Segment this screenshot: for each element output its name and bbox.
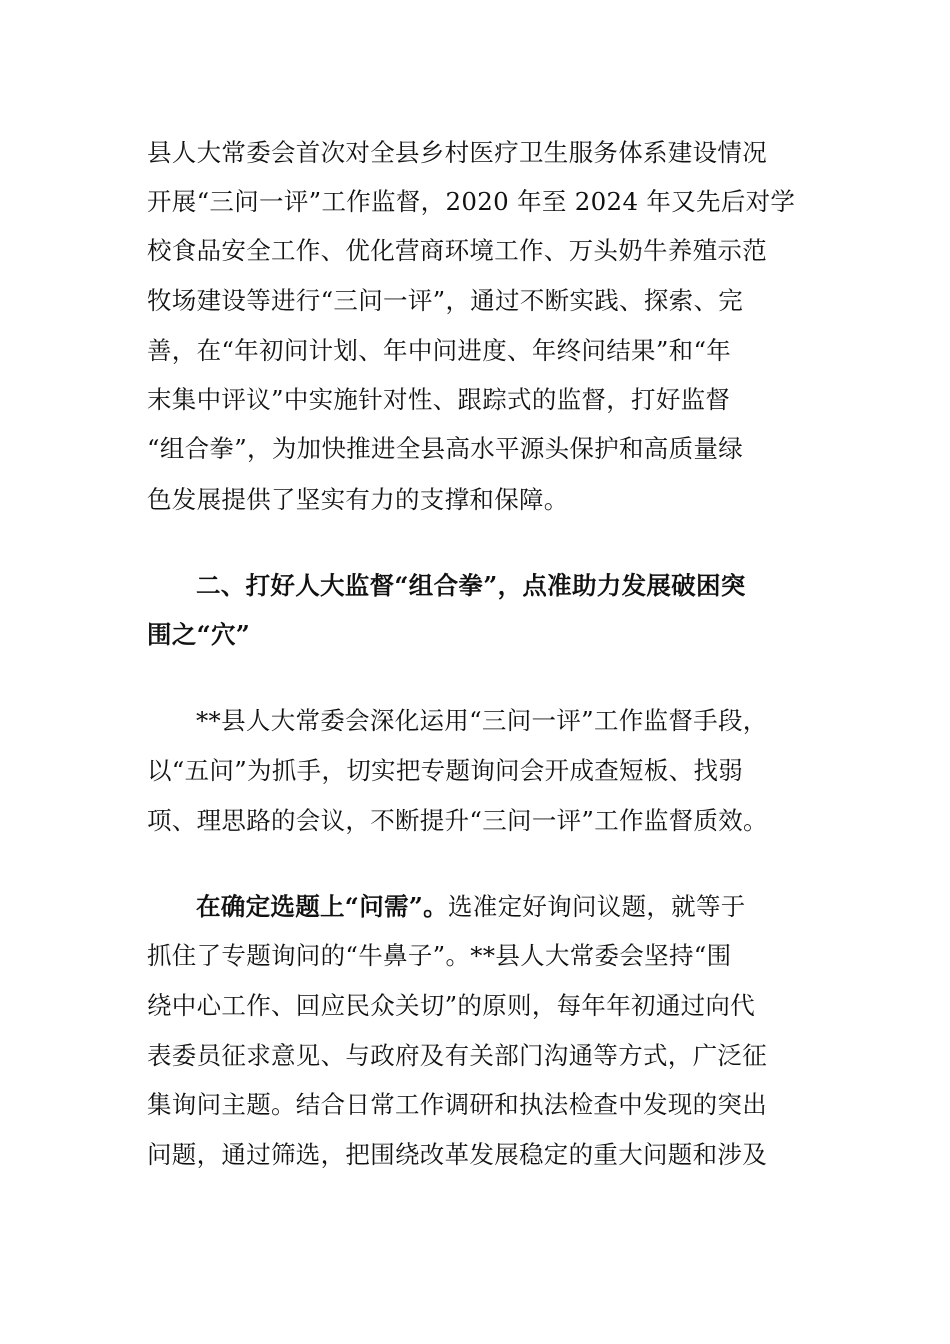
paragraph-line: “组合拳”，为加快推进全县高水平源头保护和高质量绿 [147, 434, 744, 463]
paragraph-line: 问题，通过筛选，把围绕改革发展稳定的重大问题和涉及 [147, 1140, 767, 1169]
paragraph-line: 项、理思路的会议，不断提升“三问一评”工作监督质效。 [147, 806, 768, 835]
paragraph-lead: 在确定选题上“问需”。 [196, 892, 448, 921]
paragraph-line: 色发展提供了坚实有力的支撑和保障。 [147, 485, 569, 514]
paragraph-line: 表委员征求意见、与政府及有关部门沟通等方式，广泛征 [147, 1041, 767, 1070]
paragraph-line: 牧场建设等进行“三问一评”，通过不断实践、探索、完 [147, 286, 744, 315]
paragraph-line: 抓住了专题询问的“牛鼻子”。**县人大常委会坚持“围 [147, 941, 732, 970]
paragraph-line: 以“五问”为抓手，切实把专题询问会开成查短板、找弱 [147, 756, 744, 785]
paragraph-line: 校食品安全工作、优化营商环境工作、万头奶牛养殖示范 [147, 236, 767, 265]
paragraph-line: 县人大常委会首次对全县乡村医疗卫生服务体系建设情况 [147, 138, 767, 167]
heading-line: 二、打好人大监督“组合拳”，点准助力发展破困突 [196, 571, 746, 600]
paragraph-line [196, 892, 746, 922]
paragraph-line: 末集中评议”中实施针对性、跟踪式的监督，打好监督 [147, 385, 731, 414]
paragraph-line: **县人大常委会深化运用“三问一评”工作监督手段， [196, 706, 768, 735]
paragraph-line: 开展“三问一评”工作监督，2020 年至 2024 年又先后对学 [147, 187, 796, 216]
paragraph-line: 善，在“年初问计划、年中问进度、年终问结果”和“年 [147, 336, 732, 365]
paragraph-text: 选准定好询问议题，就等于 [447, 892, 746, 921]
heading-line: 围之“穴” [147, 620, 251, 649]
paragraph-line: 绕中心工作、回应民众关切”的原则，每年年初通过向代 [147, 991, 756, 1020]
paragraph-line: 集询问主题。结合日常工作调研和执法检查中发现的突出 [147, 1090, 767, 1119]
